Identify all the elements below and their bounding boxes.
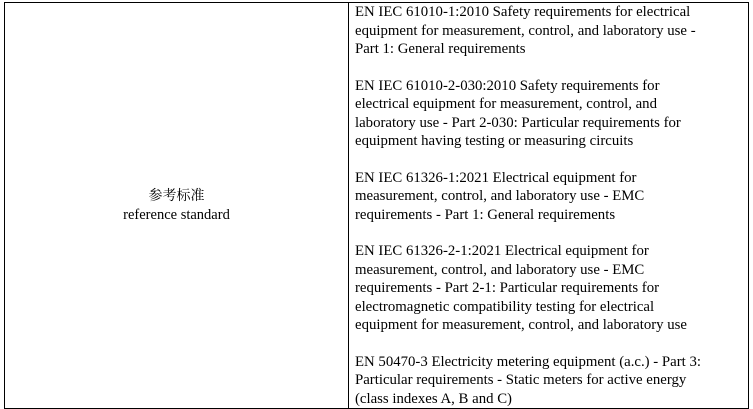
standard-line: requirements - Part 2-1: Particular requirements for (355, 280, 660, 296)
standard-line: equipment for measurement, control, and laboratory use - (355, 22, 696, 39)
standard-line: EN 50470-3 Electricity metering equipment (a.c.) - Part 3: (355, 353, 701, 370)
standard-line: Particular requirements - Static meters for active energy (355, 372, 687, 388)
table-row (5, 3, 749, 409)
label-cell (5, 3, 349, 409)
reference-standard-table (4, 2, 749, 409)
standard-item (355, 242, 744, 335)
standard-line: EN IEC 61010-2-030:2010 Safety requirements for (355, 77, 660, 94)
standard-line: equipment having testing or measuring circuits (355, 133, 634, 149)
standard-line: equipment for measurement, control, and laboratory use (355, 317, 687, 333)
standard-line: Part 1: General requirements (355, 41, 526, 57)
standard-line: EN IEC 61326-2-1:2021 Electrical equipment for (355, 243, 649, 259)
standard-line: requirements - Part 1: General requirements (355, 206, 616, 223)
label-chinese: 参考标准 (148, 187, 205, 204)
standard-line: measurement, control, and laboratory use - EMC (355, 261, 645, 278)
label-english: reference standard (123, 206, 230, 223)
standard-line: laboratory use - Part 2-030: Particular requirements for (355, 114, 681, 131)
standard-line: measurement, control, and laboratory use - EMC (355, 188, 645, 204)
standard-line: EN IEC 61326-1:2021 Electrical equipment for (355, 169, 637, 186)
standard-item (355, 3, 744, 59)
standard-line: EN IEC 61010-1:2010 Safety requirements for electrical (355, 4, 691, 20)
standard-item (355, 169, 744, 225)
standard-line: electrical equipment for measurement, control, and (355, 96, 657, 112)
standards-cell (349, 3, 749, 409)
standard-line: (class indexes A, B and C) (355, 390, 512, 407)
standard-item (355, 77, 744, 151)
standard-line: electromagnetic compatibility testing for electrical (355, 298, 655, 315)
standard-item (355, 353, 744, 409)
